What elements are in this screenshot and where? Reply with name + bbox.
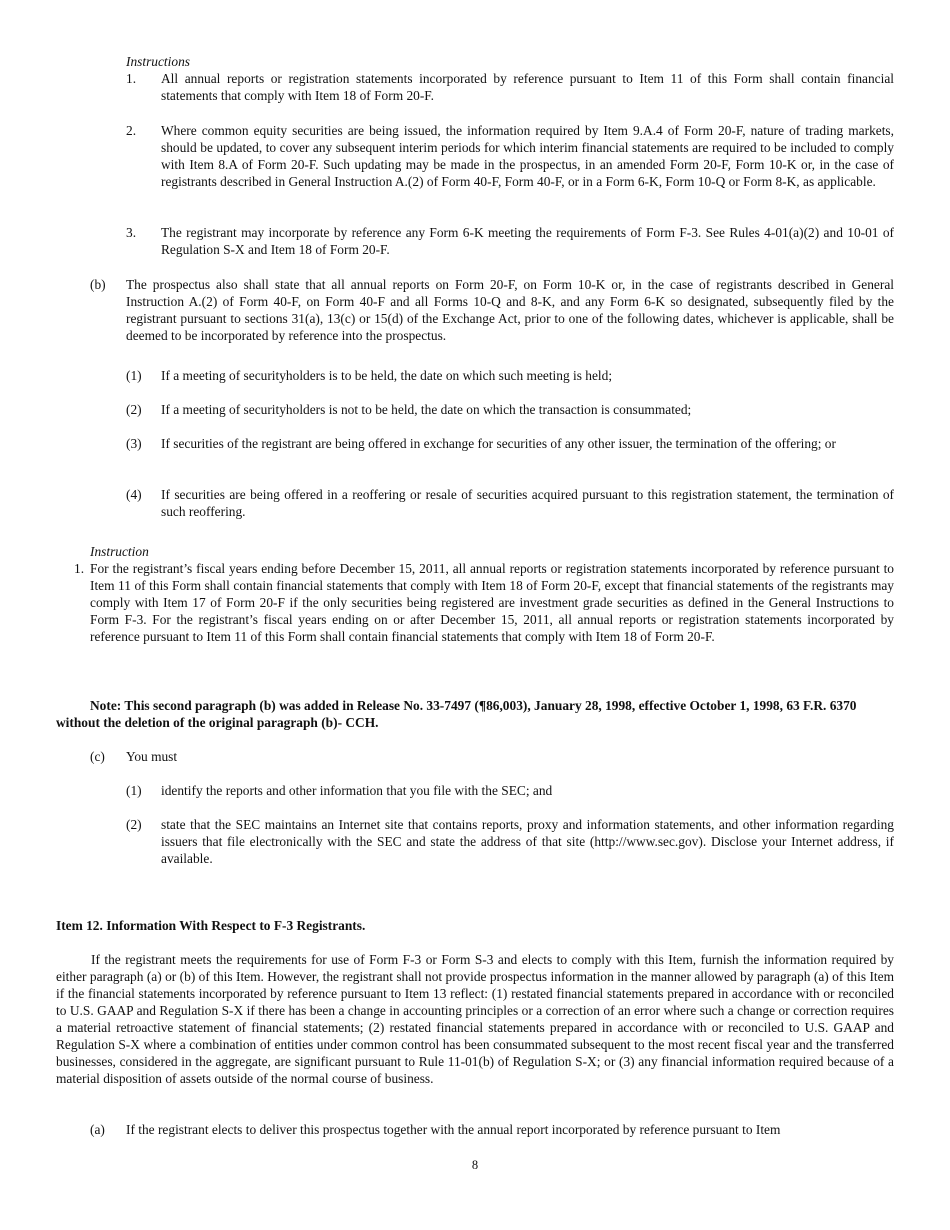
instruction-text: All annual reports or registration statements incorporated by reference pursuant to Item 11 of this Form shall contain financial statements that comply with Item 18 of Form 20-F.	[161, 71, 894, 103]
paragraph-label: (b)	[90, 277, 106, 292]
instructions-heading: Instructions	[126, 54, 190, 69]
instruction-text: The registrant may incorporate by reference any Form 6-K meeting the requirements of Form F-3. See Rules 4-01(a)(2) and 10-01 of Regulation S-X and Item 18 of Form 20-F.	[161, 225, 894, 257]
instruction-number: 1.	[74, 561, 85, 576]
page-number: 8	[471, 1158, 479, 1172]
list-number: (2)	[126, 817, 142, 832]
instruction-number: 2.	[126, 123, 137, 138]
list-item: If securities are being offered in a reoffering or resale of securities acquired pursuant to this registration statement, the termination of such reoffering.	[161, 487, 894, 519]
list-item: If securities of the registrant are being offered in exchange for securities of any other issuer, the termination of the offering; or	[161, 436, 836, 451]
list-number: (4)	[126, 487, 142, 502]
cch-note: Note: This second paragraph (b) was added in Release No. 33-7497 (¶86,003), January 28, 1998, effective October 1, 1998, 63 F.R. 6370 without the deletion of the original paragraph (b)- CCH.	[56, 698, 857, 730]
list-item: If a meeting of securityholders is not to be held, the date on which the transaction is consummated;	[161, 402, 692, 417]
paragraph-text: The prospectus also shall state that all annual reports on Form 20-F, on Form 10-K or, in the case of registrants described in General Instruction A.(2) of Form 40-F, on Form 40-F and all Forms 10-Q and 8-K, and any Form 6-K so designated, subsequently filed by the registrant pursuant to sections 31(a), 13(c) or 15(d) of the Exchange Act, prior to one of the following dates, whichever is applicable, shall be deemed to be incorporated by reference into the prospectus.	[126, 277, 894, 343]
paragraph-label: (a)	[90, 1122, 105, 1137]
list-number: (3)	[126, 436, 142, 451]
list-number: (1)	[126, 783, 142, 798]
item-12-heading: Item 12. Information With Respect to F-3 Registrants.	[56, 918, 366, 933]
item-12-body: If the registrant meets the requirements for use of Form F-3 or Form S-3 and elects to comply with this Item, furnish the information required by either paragraph (a) or (b) of this Item. However, the registrant shall not provide prospectus information in the manner allowed by paragraph (a) of this Item if the financial statements incorporated by reference pursuant to Item 13 reflect: (1) restated financial statements prepared in accordance with or reconciled to U.S. GAAP and Regulation S-X if there has been a change in accounting principles or a correction of an error where such a change or correction requires a material retroactive statement of financial statements; (2) restated financial statements prepared in accordance with or reconciled to U.S. GAAP and Regulation S-X where a combination of entities under common control has been consummated subsequent to the most recent fiscal year and the transferred businesses, considered in the aggregate, are significant pursuant to Rule 11-01(b) of Regulation S-X; or (3) any financial information required because of a material disposition of assets outside of the normal course of business.	[56, 952, 894, 1086]
paragraph-text: You must	[126, 749, 178, 764]
list-number: (1)	[126, 368, 142, 383]
list-item: state that the SEC maintains an Internet site that contains reports, proxy and information statements, and other information regarding issuers that file electronically with the SEC and state the address of that site (http://www.sec.gov). Disclose your Internet address, if available.	[161, 817, 894, 866]
instruction-number: 1.	[126, 71, 137, 86]
list-item: identify the reports and other information that you file with the SEC; and	[161, 783, 553, 798]
instruction-number: 3.	[126, 225, 137, 240]
list-item: If a meeting of securityholders is to be held, the date on which such meeting is held;	[161, 368, 613, 383]
instruction-text: Where common equity securities are being issued, the information required by Item 9.A.4 of Form 20-F, nature of trading markets, should be updated, to cover any subsequent interim periods for which interim financial statements are required to be included to comply with Item 8.A of Form 20-F. Such updating may be made in the prospectus, in an amended Form 20-F, Form 10-K or, in the case of registrants described in General Instruction A.(2) of Form 40-F, Form 40-F, or in a Form 6-K, Form 10-Q or Form 8-K, as applicable.	[161, 123, 894, 189]
paragraph-text: If the registrant elects to deliver this prospectus together with the annual report incorporated by reference pursuant to Item	[126, 1122, 781, 1137]
instruction-text: For the registrant’s fiscal years ending before December 15, 2011, all annual reports or registration statements incorporated by reference pursuant to Item 11 of this Form shall contain financial statements that comply with Item 18 of Form 20-F, except that financial statements of the registrants may comply with Item 17 of Form 20-F if the only securities being registered are investment grade securities as defined in the General Instructions to Form F-3. For the registrant’s fiscal years ending on or after December 15, 2011, all annual reports or registration statements incorporated by reference pursuant to Item 11 of this Form shall contain financial statements that comply with Item 18 of Form 20-F.	[90, 561, 894, 644]
instruction-heading: Instruction	[90, 544, 149, 559]
list-number: (2)	[126, 402, 142, 417]
paragraph-label: (c)	[90, 749, 105, 764]
